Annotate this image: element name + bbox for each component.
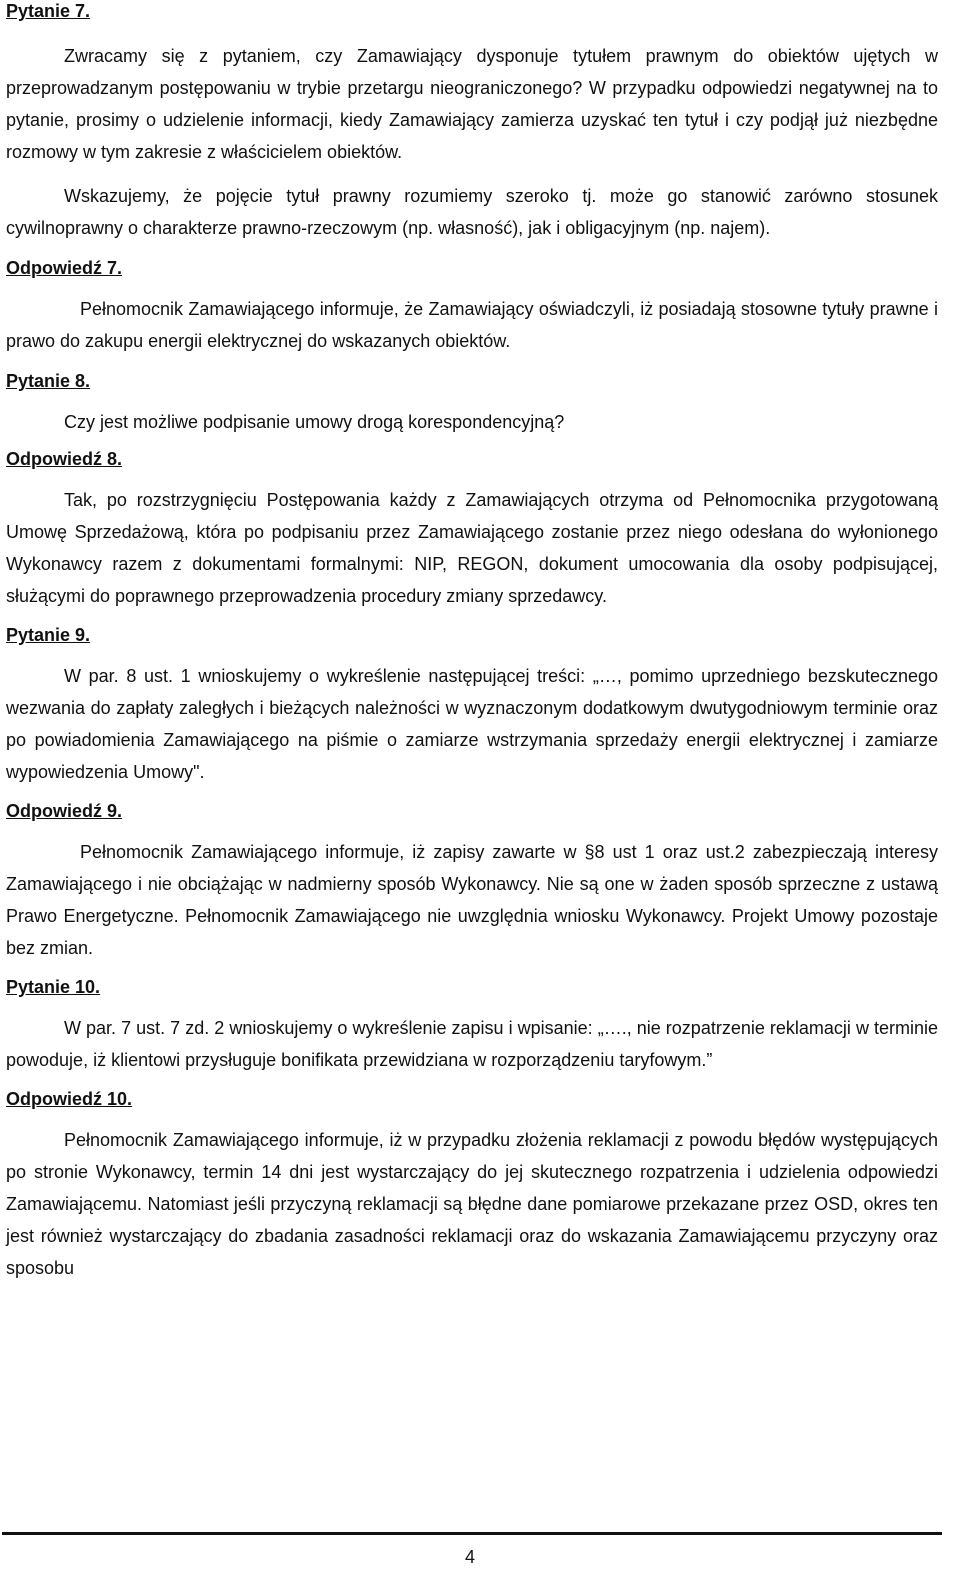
question-9-heading: Pytanie 9.	[6, 625, 91, 645]
question-7-paragraph-1: Zwracamy się z pytaniem, czy Zamawiający dysponuje tytułem prawnym do obiektów ujętych w przeprowadzanym postępowaniu w trybie przetargu nieograniczonego? W przypadku odpowiedzi negatywnej na to pytanie, prosimy o udzielenie informacji, kiedy Zamawiający zamierza uzyskać ten tytuł i czy podjął już niezbędne rozmowy w tym zakresie z właścicielem obiektów.	[6, 46, 938, 162]
question-7-heading: Pytanie 7.	[6, 1, 91, 21]
question-8-heading: Pytanie 8.	[6, 371, 91, 391]
question-10-paragraph: W par. 7 ust. 7 zd. 2 wnioskujemy o wykreślenie zapisu i wpisanie: „…., nie rozpatrzenie reklamacji w terminie powoduje, iż klientowi przysługuje bonifikata przewidziana w rozporządzeniu taryfowym.”	[6, 1018, 938, 1070]
footer-divider	[2, 1532, 942, 1535]
question-7-paragraph-2: Wskazujemy, że pojęcie tytuł prawny rozumiemy szeroko tj. może go stanowić zarówno stosunek cywilnoprawny o charakterze prawno-rzeczowym (np. własność), jak i obligacyjnym (np. najem).	[6, 186, 938, 238]
answer-7-paragraph: Pełnomocnik Zamawiającego informuje, że Zamawiający oświadczyli, iż posiadają stosowne tytuły prawne i prawo do zakupu energii elektrycznej do wskazanych obiektów.	[6, 299, 938, 351]
question-10-heading: Pytanie 10.	[6, 977, 101, 997]
document-page	[6, 0, 938, 1284]
answer-8-paragraph: Tak, po rozstrzygnięciu Postępowania każdy z Zamawiających otrzyma od Pełnomocnika przygotowaną Umowę Sprzedażową, która po podpisaniu przez Zamawiającego zostanie przez niego odesłana do wyłonionego Wykonawcy razem z dokumentami formalnymi: NIP, REGON, dokument umocowania dla osoby podpisującej, służącymi do poprawnego przeprowadzenia procedury zmiany sprzedawcy.	[6, 490, 938, 606]
answer-10-paragraph: Pełnomocnik Zamawiającego informuje, iż w przypadku złożenia reklamacji z powodu błędów występujących po stronie Wykonawcy, termin 14 dni jest wystarczający do jej skutecznego rozpatrzenia i udzielenia odpowiedzi Zamawiającemu. Natomiast jeśli przyczyną reklamacji są błędne dane pomiarowe przekazane przez OSD, okres ten jest również wystarczający do zbadania zasadności reklamacji oraz do wskazania Zamawiającemu przyczyny oraz sposobu	[6, 1130, 938, 1278]
answer-9-paragraph: Pełnomocnik Zamawiającego informuje, iż zapisy zawarte w §8 ust 1 oraz ust.2 zabezpieczają interesy Zamawiającego i nie obciążając w nadmierny sposób Wykonawcy. Nie są one w żaden sposób sprzeczne z ustawą Prawo Energetyczne. Pełnomocnik Zamawiającego nie uwzględnia wniosku Wykonawcy. Projekt Umowy pozostaje bez zmian.	[6, 842, 938, 958]
page-number: 4	[464, 1547, 475, 1567]
answer-10-heading: Odpowiedź 10.	[6, 1089, 133, 1109]
answer-7-heading: Odpowiedź 7.	[6, 258, 123, 278]
answer-8-heading: Odpowiedź 8.	[6, 449, 123, 469]
question-8-paragraph: Czy jest możliwe podpisanie umowy drogą korespondencyjną?	[64, 412, 565, 432]
answer-9-heading: Odpowiedź 9.	[6, 801, 123, 821]
question-9-paragraph: W par. 8 ust. 1 wnioskujemy o wykreślenie następującej treści: „…, pomimo uprzedniego bezskutecznego wezwania do zapłaty zaległych i bieżących należności w wyznaczonym dodatkowym dwutygodniowym terminie oraz po powiadomienia Zamawiającego na piśmie o zamiarze wstrzymania sprzedaży energii elektrycznej i zamiarze wypowiedzenia Umowy".	[6, 666, 938, 782]
